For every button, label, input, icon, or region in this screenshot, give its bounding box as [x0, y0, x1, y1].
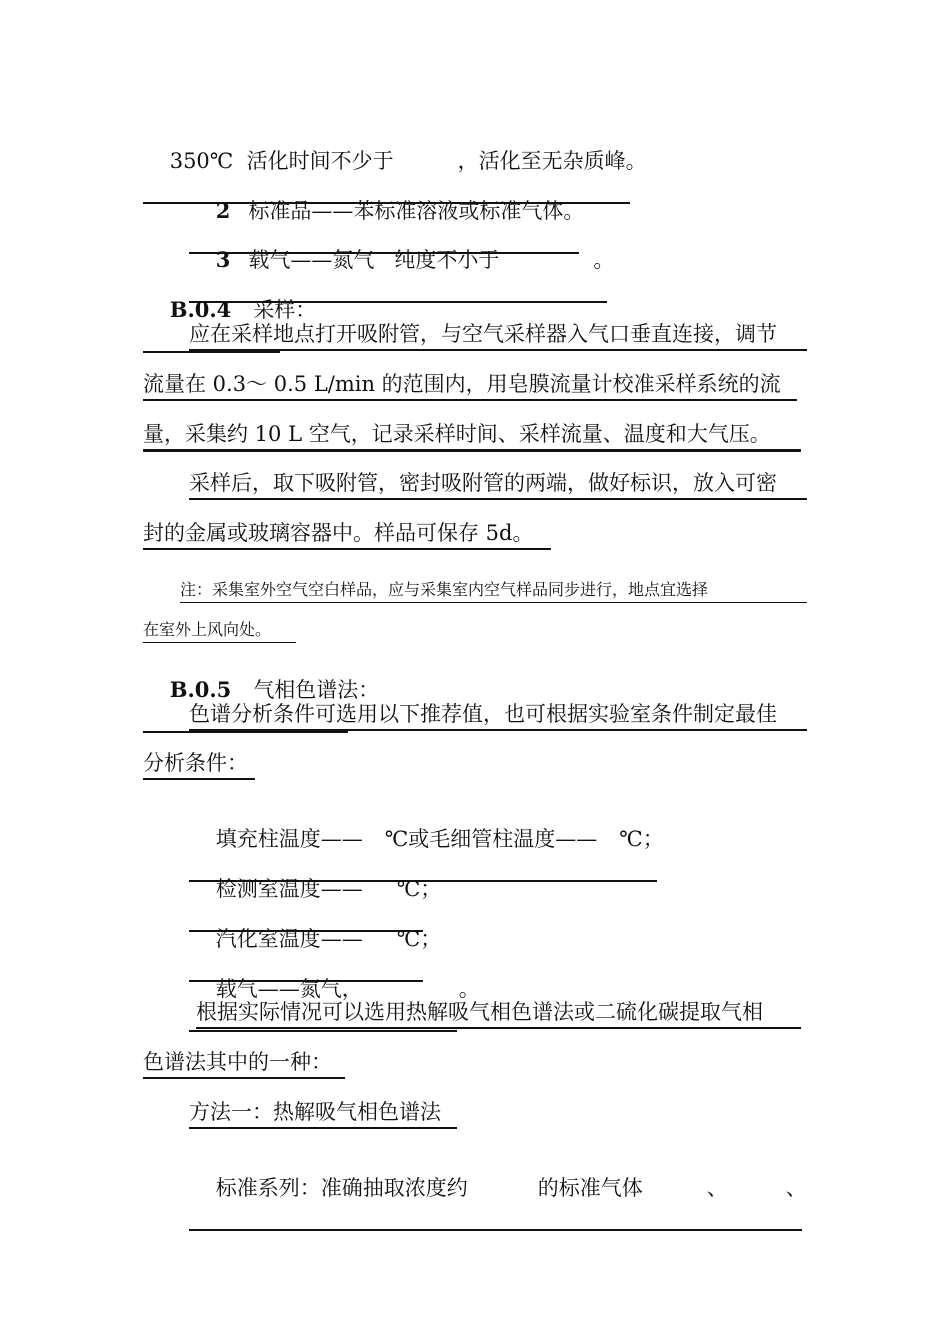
storage-para-line-1: 采样后，取下吸附管，密封吸附管的两端，做好标识，放入可密: [189, 470, 807, 500]
separator: 、: [706, 1176, 728, 1200]
item-number: 2: [215, 198, 231, 223]
condition-label: ℃或毛细管柱温度——: [384, 827, 598, 851]
section-number: B.0.4: [169, 297, 232, 322]
standard-series-line: [189, 1149, 807, 1231]
note-line-1: 注：采集室外空气空白样品，应与采集室内空气样品同步进行，地点宜选择: [180, 580, 807, 603]
sampling-para-line-3: 量，采集约 10 L 空气，记录采样时间、采样流量、温度和大气压。: [143, 421, 801, 452]
storage-para-line-2: 封的金属或玻璃容器中。样品可保存 5d。: [143, 520, 551, 550]
condition-label: 载气——氮气，: [215, 977, 363, 1001]
method-choice-line-2: 色谱法其中的一种：: [143, 1049, 345, 1079]
chromatography-para-line-2: 分析条件：: [143, 750, 255, 780]
condition-label: 检测室温度——: [215, 877, 363, 901]
standard-text: 标准品——苯标准溶液或标准气体。: [248, 199, 585, 223]
standard-series-label: 标准系列：准确抽取浓度约: [215, 1176, 468, 1200]
activation-text: 350℃ 活化时间不少于: [169, 149, 394, 173]
condition-end: 。: [458, 977, 480, 1001]
sampling-para-line-1: 应在采样地点打开吸附管，与空气采样器入气口垂直连接，调节: [189, 321, 807, 351]
separator: 、: [785, 1176, 807, 1200]
note-line-2: 在室外上风向处。: [143, 620, 296, 643]
condition-label: 填充柱温度——: [215, 827, 363, 851]
carrier-end: 。: [593, 248, 615, 272]
activation-tail: ，活化至无杂质峰。: [457, 149, 647, 173]
method-one-heading: 方法一：热解吸气相色谱法: [189, 1099, 457, 1129]
carrier-text: 载气——氮气 纯度不小于: [248, 248, 500, 272]
chromatography-para-line-1: 色谱分析条件可选用以下推荐值，也可根据实验室条件制定最佳: [189, 701, 807, 731]
condition-unit: ℃；: [396, 927, 442, 951]
section-title: 气相色谱法：: [253, 678, 380, 702]
section-number: B.0.5: [169, 677, 232, 702]
standard-gas-label: 的标准气体: [537, 1176, 643, 1200]
condition-unit: ℃；: [619, 827, 664, 851]
item-number: 3: [215, 247, 231, 272]
condition-unit: ℃；: [396, 877, 442, 901]
sampling-para-line-2: 流量在 0.3～ 0.5 L/min 的范围内，用皂膜流量计校准采样系统的流: [143, 371, 797, 401]
condition-label: 汽化室温度——: [215, 927, 363, 951]
section-title: 采样：: [253, 298, 317, 322]
method-choice-line-1: 根据实际情况可以选用热解吸气相色谱法或二硫化碳提取气相: [196, 999, 801, 1029]
